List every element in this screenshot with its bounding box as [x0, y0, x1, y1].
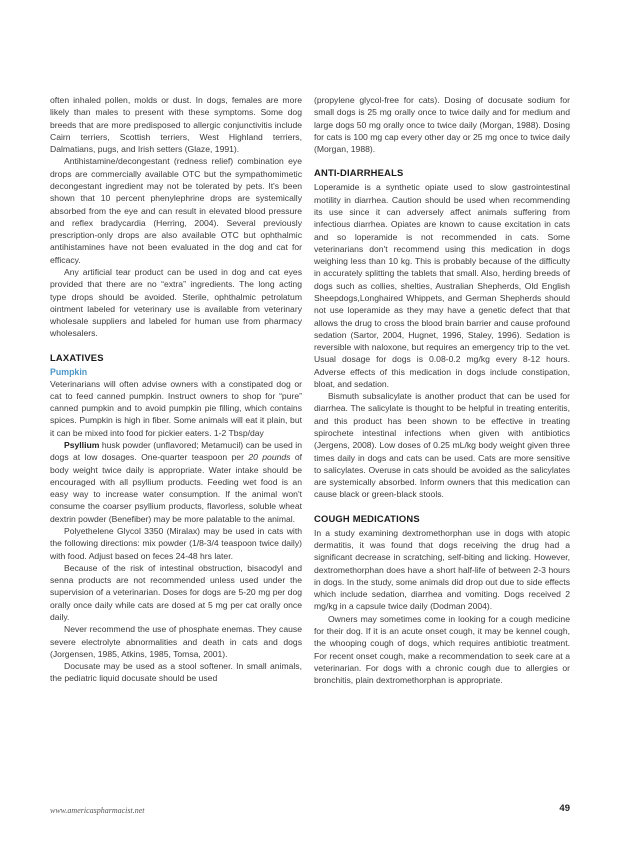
pumpkin-subheading: Pumpkin [50, 366, 88, 377]
footer-website-url: www.americaspharmacist.net [50, 806, 145, 815]
paragraph-antihistamine-drops: Antihistamine/decongestant (redness relief) combination eye drops are commercially available OTC but the sympathomimetic decongestant ingredient may not be tolerated by pets. It's been shown that 10 percent phenylephrine drops are systemically absorbed from the eye and can result in elevated blood pressure and reflex bradycardia (Herring, 2004). Several previously prescription-only drops are also available OTC but ophthalmic antihistamines have not been evaluated in the dog and cat for efficacy. [50, 156, 302, 265]
psyllium-text-b: of body weight twice daily is appropriate. Water intake should be encouraged with all psyllium products. Feeding wet food is an easy way to increase water consumption. If the animal won't consume the coarser psyllium products, flavorless, soluble wheat dextrin powder (Benefiber) may be more palatable to the animal. [50, 452, 303, 524]
cough-medications-heading: COUGH MEDICATIONS [314, 512, 420, 524]
laxatives-heading: LAXATIVES [50, 351, 104, 363]
psyllium-label: Psyllium [64, 440, 100, 451]
psyllium-text-italic: 20 pounds [248, 452, 291, 463]
paragraph-psyllium [50, 439, 302, 525]
paragraph-bisacodyl-senna: Because of the risk of intestinal obstruction, bisacodyl and senna products are not recommended unless used under the supervision of a veterinarian. Doses for dogs are 5-20 mg per dog orally once daily while cats are dosed at 5 mg per cat orally once daily. [50, 562, 302, 622]
paragraph-bismuth-subsalicylate: Bismuth subsalicylate is another product that can be used for diarrhea. The salicylate is thought to be helpful in treating enteritis, and this product has been shown to be effective in treating spirochete intestinal infections when given with antibiotics (Jergens, 2008). Low doses of 0.25 mL/kg body weight given three times daily in dogs and cats can be used. Cats are more sensitive to salicylates. Overuse in cats should be avoided as the salicylates are systemically absorbed. Inform owners that this medication can cause black or green-black stools. [314, 391, 570, 500]
page-number: 49 [559, 803, 570, 814]
paragraph-docusate: Docusate may be used as a stool softener. In small animals, the pediatric liquid docusate should be used [50, 661, 302, 684]
anti-diarrheals-heading: ANTI-DIARRHEALS [314, 167, 404, 179]
paragraph-artificial-tears: Any artificial tear product can be used in dog and cat eyes provided that there are no “extra” ingredients. The long acting type drops should be avoided. Sterile, ophthalmic petrolatum ointment labeled for veterinary use is available from veterinary wholesale suppliers and labeled for human use from pharmacy wholesalers. [50, 266, 302, 339]
paragraph-cough-recommendation: Owners may sometimes come in looking for a cough medicine for their dog. If it is an acute onset cough, it may be kennel cough, the whooping cough of dogs, which requires antibiotic treatment. For recent onset cough, make a recommendation to seek care at a veterinarian. For dogs with a chronic cough due to allergies or bronchitis, plain dextromethorphan is appropriate. [314, 613, 570, 686]
paragraph-phosphate-enemas: Never recommend the use of phosphate enemas. They cause severe electrolyte abnormalities and death in cats and dogs (Jorgensen, 1985, Atkins, 1985, Tomsa, 2001). [50, 624, 302, 659]
paragraph-dextromethorphan-study: In a study examining dextromethorphan use in dogs with atopic dermatitis, it was found that dogs receiving the drug had a significant decrease in scratching, self-biting and licking. However, dextromethorphan does have a short half-life of between 2-3 hours in dogs. In the study, some animals did drop out due to side effects which include sedation, diarrhea and vomiting. Dogs received 2 mg/kg in a capsule twice daily (Dodman 2004). [314, 527, 570, 612]
paragraph-peg-3350: Polyethelene Glycol 3350 (Miralax) may be used in cats with the following directions: mix powder (1/8-3/4 teaspoon twice daily) with food. Adjust based on feces 24-48 hrs later. [50, 526, 302, 561]
paragraph-allergic-conjunctivitis: often inhaled pollen, molds or dust. In dogs, females are more likely than males to present with these symptoms. Some dog breeds that are more predisposed to allergic conjunctivitis include Cairn terriers, Scottish terriers, West Highland terriers, Dalmatians, pugs, and Irish setters (Glaze, 1991). [50, 95, 302, 155]
right-column [314, 94, 570, 686]
paragraph-pumpkin: Veterinarians will often advise owners with a constipated dog or cat to feed canned pumpkin. Instruct owners to shop for “pure” canned pumpkin and to avoid pumpkin pie filling, which contains spices. Pumpkin is high in fiber. Some animals will eat it plain, but it can be mixed into food for pickier eaters. 1-2 Tbsp/day [50, 378, 302, 438]
left-column [50, 94, 302, 685]
paragraph-docusate-dosing: (propylene glycol-free for cats). Dosing of docusate sodium for small dogs is 25 mg orally once to twice daily and for medium and large dogs 50 mg orally once to twice daily (Morgan, 1988). Dosing for cats is 100 mg cap every other day or 25 mg once to twice daily (Morgan, 1988). [314, 95, 570, 155]
psyllium-text-a: husk powder (unflavored; Metamucil) can be used in dogs at low dosages. One-quarter teaspoon per [50, 440, 302, 463]
paragraph-loperamide: Loperamide is a synthetic opiate used to slow gastrointestinal motility in diarrhea. Caution should be used when recommending its use since it can adversely affect animals suffering from infectious diarrhea. Opiates are known to cause excitation in cats and so loperamide is not recommended in cats. Some veterinarians don't recommend using this medication in dogs weighing less than 10 kg. This is probably because of the difficulty in accurately splitting the tablets that small. Also, herding breeds of dogs such as collies, shelties, Australian Shepherds, Old English Sheepdogs,Longhaired Whippets, and German Shepherds should not use loperamide as they may have a genetic defect that that allows the drug to cross the blood brain barrier and cause profound sedation (Sartor, 2004, Hugnet, 1996, Staley, 1996). Sedation is reversible with naloxone, but requires an emergency trip to the vet. Usual dosage for dogs is 0.08-0.2 mg/kg every 8-12 hours. Adverse effects of this medication in dogs include constipation, bloat, and sedation. [314, 182, 570, 389]
